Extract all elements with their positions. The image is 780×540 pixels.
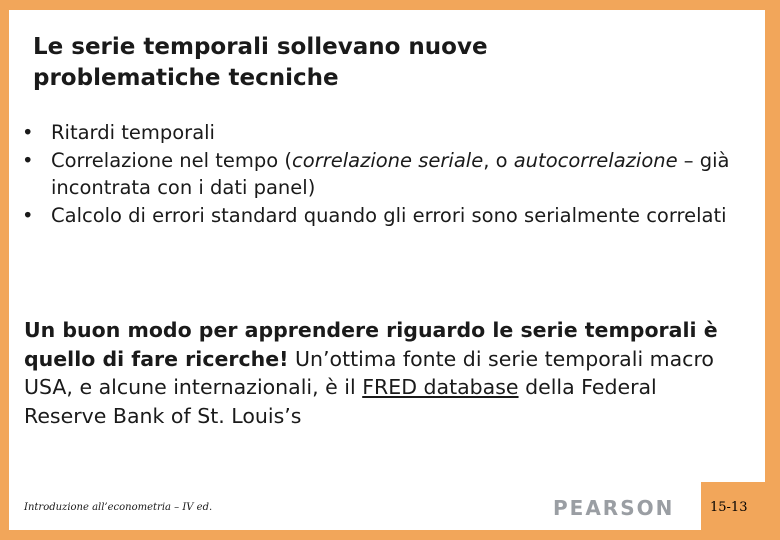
bullet-icon: • [22, 148, 34, 172]
bullet-text-post: – già incontrata con i dati panel) [51, 148, 730, 199]
paragraph-text: Un’ottima fonte di serie temporali macro USA, e alcune internazionali, è il [24, 346, 714, 399]
title-line-1: Le serie temporali sollevano nuove [33, 34, 488, 60]
bullet-list [22, 119, 742, 229]
term-correlazione-seriale: correlazione seriale [292, 148, 484, 172]
slide-title [33, 32, 733, 94]
bullet-text-pre: Correlazione nel tempo ( [51, 148, 293, 172]
title-line-2: problematiche tecniche [33, 65, 339, 91]
bullet-item [22, 147, 742, 202]
bullet-text: Calcolo di errori standard quando gli errori sono serialmente correlati [51, 203, 727, 227]
bullet-text: Ritardi temporali [51, 121, 215, 144]
bullet-item [22, 119, 742, 147]
page-number: 15-13 [710, 500, 748, 515]
bullet-item [22, 202, 742, 230]
bullet-text-mid: , o [483, 148, 514, 172]
bullet-icon: • [22, 203, 34, 227]
footer-book-title: Introduzione all’econometria – IV ed. [24, 502, 213, 513]
paragraph-text-end: della Federal Reserve Bank of St. Louis’s [24, 375, 657, 428]
publisher-logo: PEARSON [553, 496, 675, 520]
paragraph-bold: Un buon modo per apprendere riguardo le serie temporali è quello di fare ricerche! [24, 318, 718, 371]
fred-database-link[interactable]: FRED database [362, 375, 519, 399]
bullet-icon: • [22, 121, 34, 144]
term-autocorrelazione: autocorrelazione [513, 148, 678, 172]
body-paragraph [24, 316, 744, 430]
slide [9, 10, 765, 530]
